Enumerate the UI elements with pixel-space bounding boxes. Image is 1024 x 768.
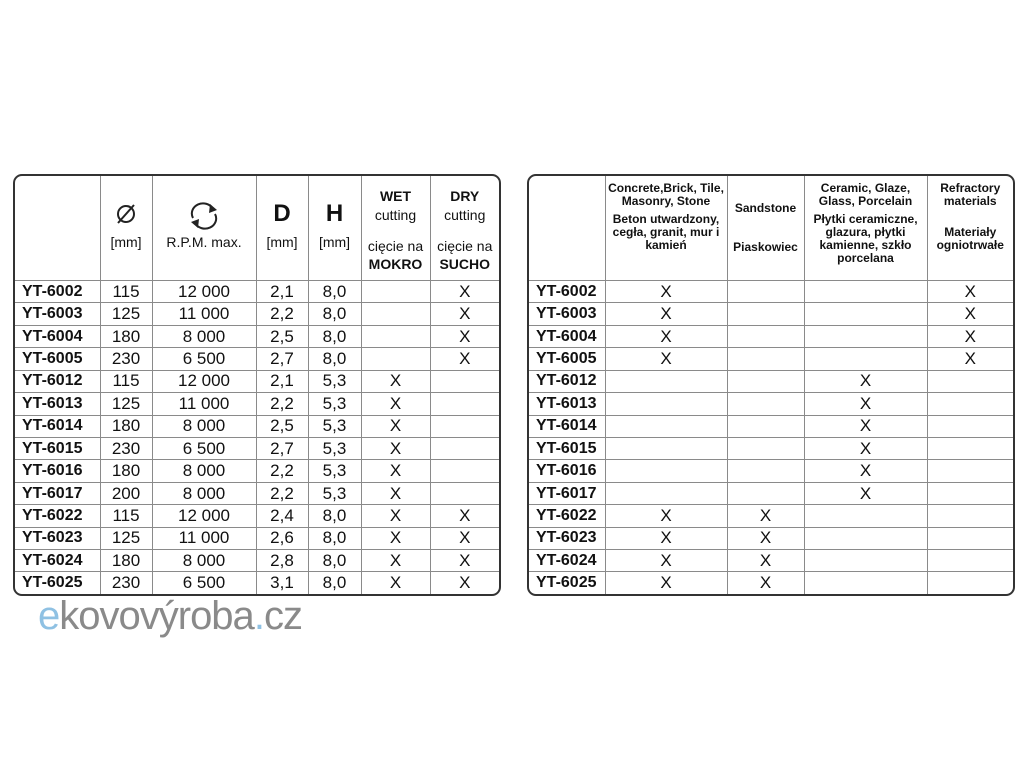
table-row (529, 482, 1013, 504)
table-row (15, 393, 499, 415)
concrete-cell: X (605, 325, 727, 347)
d-cell: 2,2 (256, 460, 308, 482)
watermark-part2: kovovýroba (59, 594, 254, 638)
wet-pl2: MOKRO (368, 256, 423, 272)
diameter-cell: 230 (100, 437, 152, 459)
diameter-cell: 200 (100, 482, 152, 504)
d-label: D (273, 200, 291, 227)
h-unit: [mm] (318, 234, 351, 250)
model-cell: YT-6015 (15, 437, 100, 459)
ceramic-cell: X (804, 370, 927, 392)
rotation-arrows-icon (153, 202, 256, 235)
model-cell: YT-6014 (15, 415, 100, 437)
wet-cell: X (361, 505, 430, 527)
table-row (529, 281, 1013, 303)
ceramic-cell: X (804, 437, 927, 459)
table-row (15, 325, 499, 347)
ceramic-cell: X (804, 482, 927, 504)
model-cell: YT-6004 (529, 325, 605, 347)
ceramic-cell (804, 572, 927, 594)
concrete-cell: X (605, 550, 727, 572)
ceramic-cell (804, 303, 927, 325)
specs-table-panel (13, 174, 501, 596)
dry-cell: X (430, 505, 499, 527)
watermark-part4: cz (263, 594, 302, 638)
model-cell: YT-6023 (529, 527, 605, 549)
rpm-cell: 8 000 (152, 550, 256, 572)
refractory-en: Refractory materials (940, 181, 1001, 208)
dry-cell: X (430, 527, 499, 549)
model-cell: YT-6022 (529, 505, 605, 527)
rpm-cell: 8 000 (152, 415, 256, 437)
rpm-cell: 6 500 (152, 437, 256, 459)
model-cell: YT-6025 (15, 572, 100, 594)
table-row (15, 437, 499, 459)
table-row (529, 348, 1013, 370)
model-header (529, 176, 605, 281)
model-cell: YT-6002 (529, 281, 605, 303)
table-row (529, 415, 1013, 437)
dry-cell (430, 482, 499, 504)
sandstone-cell (727, 415, 804, 437)
diameter-cell: 180 (100, 550, 152, 572)
h-cell: 8,0 (308, 527, 361, 549)
table-row (529, 527, 1013, 549)
rpm-cell: 8 000 (152, 460, 256, 482)
sandstone-cell: X (727, 527, 804, 549)
ceramic-cell (804, 505, 927, 527)
materials-table (529, 176, 1013, 594)
sandstone-cell (727, 437, 804, 459)
concrete-header (605, 176, 727, 281)
table-row (15, 550, 499, 572)
sandstone-cell (727, 370, 804, 392)
refractory-cell (927, 572, 1013, 594)
sandstone-cell (727, 460, 804, 482)
d-cell: 2,5 (256, 415, 308, 437)
wet-cell: X (361, 527, 430, 549)
model-cell: YT-6017 (15, 482, 100, 504)
rpm-cell: 6 500 (152, 572, 256, 594)
model-cell: YT-6024 (529, 550, 605, 572)
wet-sub: cutting (374, 207, 417, 223)
refractory-cell: X (927, 303, 1013, 325)
d-header (256, 176, 308, 281)
h-cell: 5,3 (308, 437, 361, 459)
diameter-header (100, 176, 152, 281)
d-cell: 2,2 (256, 482, 308, 504)
d-cell: 2,5 (256, 325, 308, 347)
rpm-cell: 11 000 (152, 303, 256, 325)
refractory-cell (927, 437, 1013, 459)
watermark-part3: . (253, 594, 264, 638)
model-cell: YT-6013 (15, 393, 100, 415)
refractory-cell (927, 393, 1013, 415)
watermark-part1: e (38, 594, 60, 638)
wet-cell (361, 348, 430, 370)
sandstone-pl: Piaskowiec (733, 240, 798, 254)
wet-cell: X (361, 393, 430, 415)
table-row (15, 281, 499, 303)
watermark-logo (38, 594, 302, 639)
table-row (529, 303, 1013, 325)
dry-cell: X (430, 550, 499, 572)
wet-cell: X (361, 437, 430, 459)
diameter-icon (101, 202, 152, 231)
table-row (15, 415, 499, 437)
model-cell: YT-6003 (529, 303, 605, 325)
h-cell: 5,3 (308, 460, 361, 482)
concrete-cell (605, 393, 727, 415)
ceramic-cell (804, 281, 927, 303)
table-row (529, 505, 1013, 527)
concrete-cell: X (605, 572, 727, 594)
concrete-cell: X (605, 303, 727, 325)
concrete-cell (605, 370, 727, 392)
concrete-cell: X (605, 348, 727, 370)
concrete-cell (605, 460, 727, 482)
ceramic-cell: X (804, 415, 927, 437)
table-row (15, 460, 499, 482)
materials-table-panel (527, 174, 1015, 596)
dry-sub: cutting (444, 207, 486, 223)
h-cell: 5,3 (308, 393, 361, 415)
sandstone-cell (727, 325, 804, 347)
d-cell: 3,1 (256, 572, 308, 594)
model-cell: YT-6004 (15, 325, 100, 347)
refractory-cell: X (927, 348, 1013, 370)
model-cell: YT-6002 (15, 281, 100, 303)
specs-table (15, 176, 499, 594)
table-row (529, 437, 1013, 459)
diameter-cell: 115 (100, 505, 152, 527)
dry-cell: X (430, 281, 499, 303)
ceramic-header (804, 176, 927, 281)
model-cell: YT-6005 (529, 348, 605, 370)
model-header (15, 176, 100, 281)
table-row (15, 527, 499, 549)
model-cell: YT-6013 (529, 393, 605, 415)
wet-title: WET (379, 188, 412, 204)
rpm-cell: 8 000 (152, 325, 256, 347)
table-row (15, 572, 499, 594)
table-row (529, 370, 1013, 392)
h-cell: 8,0 (308, 303, 361, 325)
dry-cell (430, 370, 499, 392)
sandstone-header (727, 176, 804, 281)
sandstone-cell (727, 348, 804, 370)
model-cell: YT-6017 (529, 482, 605, 504)
wet-cell: X (361, 370, 430, 392)
d-cell: 2,7 (256, 348, 308, 370)
wet-cell: X (361, 572, 430, 594)
refractory-cell (927, 505, 1013, 527)
rpm-cell: 11 000 (152, 527, 256, 549)
dry-cell (430, 415, 499, 437)
sandstone-en: Sandstone (734, 201, 797, 215)
table-row (15, 303, 499, 325)
dry-cell (430, 437, 499, 459)
d-cell: 2,1 (256, 281, 308, 303)
rpm-cell: 12 000 (152, 370, 256, 392)
refractory-cell (927, 527, 1013, 549)
model-cell: YT-6005 (15, 348, 100, 370)
table-row (15, 482, 499, 504)
concrete-cell (605, 437, 727, 459)
d-cell: 2,1 (256, 370, 308, 392)
wet-pl: cięcie na (367, 238, 424, 254)
refractory-cell: X (927, 281, 1013, 303)
diameter-cell: 125 (100, 303, 152, 325)
h-cell: 5,3 (308, 482, 361, 504)
model-cell: YT-6003 (15, 303, 100, 325)
wet-header (361, 176, 430, 281)
ceramic-pl: Płytki ceramiczne, glazura, płytki kamienne, szkło porcelana (813, 212, 918, 265)
model-cell: YT-6012 (15, 370, 100, 392)
refractory-cell (927, 460, 1013, 482)
dry-pl: cięcie na (437, 238, 493, 254)
concrete-cell: X (605, 505, 727, 527)
ceramic-cell: X (804, 460, 927, 482)
sandstone-cell (727, 482, 804, 504)
d-cell: 2,8 (256, 550, 308, 572)
diameter-cell: 180 (100, 460, 152, 482)
rpm-label: R.P.M. max. (166, 234, 242, 250)
rpm-cell: 12 000 (152, 281, 256, 303)
diameter-cell: 125 (100, 393, 152, 415)
wet-cell: X (361, 460, 430, 482)
h-header (308, 176, 361, 281)
dry-pl2: SUCHO (439, 256, 491, 272)
d-cell: 2,2 (256, 393, 308, 415)
rpm-cell: 11 000 (152, 393, 256, 415)
d-cell: 2,7 (256, 437, 308, 459)
d-unit: [mm] (266, 234, 298, 250)
diameter-cell: 125 (100, 527, 152, 549)
refractory-cell: X (927, 325, 1013, 347)
rpm-cell: 6 500 (152, 348, 256, 370)
dry-cell: X (430, 348, 499, 370)
refractory-cell (927, 415, 1013, 437)
wet-cell (361, 281, 430, 303)
table-row (529, 460, 1013, 482)
concrete-cell (605, 415, 727, 437)
dry-title: DRY (450, 188, 480, 204)
diameter-cell: 115 (100, 281, 152, 303)
wet-cell (361, 325, 430, 347)
table-row (15, 370, 499, 392)
diameter-cell: 180 (100, 325, 152, 347)
ceramic-en: Ceramic, Glaze, Glass, Porcelain (818, 181, 913, 208)
table-row (15, 348, 499, 370)
dry-cell: X (430, 572, 499, 594)
dry-header (430, 176, 499, 281)
ceramic-cell (804, 527, 927, 549)
model-cell: YT-6023 (15, 527, 100, 549)
sandstone-cell: X (727, 572, 804, 594)
ceramic-cell (804, 325, 927, 347)
table-row (15, 505, 499, 527)
h-cell: 5,3 (308, 370, 361, 392)
ceramic-cell (804, 348, 927, 370)
refractory-header (927, 176, 1013, 281)
model-cell: YT-6024 (15, 550, 100, 572)
d-cell: 2,6 (256, 527, 308, 549)
diameter-unit: [mm] (110, 234, 142, 250)
model-cell: YT-6015 (529, 437, 605, 459)
refractory-pl: Materiały ogniotrwałe (936, 225, 1004, 252)
table-row (529, 550, 1013, 572)
d-cell: 2,4 (256, 505, 308, 527)
dry-cell (430, 460, 499, 482)
table-row (529, 325, 1013, 347)
table-row (529, 393, 1013, 415)
concrete-cell (605, 482, 727, 504)
wet-cell: X (361, 415, 430, 437)
wet-cell: X (361, 550, 430, 572)
ceramic-cell: X (804, 393, 927, 415)
diameter-cell: 180 (100, 415, 152, 437)
refractory-cell (927, 550, 1013, 572)
concrete-cell: X (605, 281, 727, 303)
d-cell: 2,2 (256, 303, 308, 325)
rpm-cell: 8 000 (152, 482, 256, 504)
h-cell: 5,3 (308, 415, 361, 437)
dry-cell: X (430, 325, 499, 347)
refractory-cell (927, 482, 1013, 504)
dry-cell: X (430, 303, 499, 325)
table-row (529, 572, 1013, 594)
ceramic-cell (804, 550, 927, 572)
diameter-cell: 115 (100, 370, 152, 392)
concrete-pl: Beton utwardzony, cegła, granit, mur i kamień (612, 212, 720, 252)
sandstone-cell: X (727, 550, 804, 572)
rpm-cell: 12 000 (152, 505, 256, 527)
h-cell: 8,0 (308, 348, 361, 370)
wet-cell: X (361, 482, 430, 504)
sandstone-cell (727, 393, 804, 415)
model-cell: YT-6012 (529, 370, 605, 392)
rpm-header (152, 176, 256, 281)
sandstone-cell: X (727, 505, 804, 527)
h-cell: 8,0 (308, 572, 361, 594)
model-cell: YT-6022 (15, 505, 100, 527)
model-cell: YT-6016 (529, 460, 605, 482)
model-cell: YT-6016 (15, 460, 100, 482)
sandstone-cell (727, 303, 804, 325)
h-label: H (325, 200, 344, 227)
h-cell: 8,0 (308, 505, 361, 527)
diameter-cell: 230 (100, 348, 152, 370)
h-cell: 8,0 (308, 281, 361, 303)
concrete-cell: X (605, 527, 727, 549)
model-cell: YT-6025 (529, 572, 605, 594)
dry-cell (430, 393, 499, 415)
h-cell: 8,0 (308, 550, 361, 572)
model-cell: YT-6014 (529, 415, 605, 437)
diameter-cell: 230 (100, 572, 152, 594)
h-cell: 8,0 (308, 325, 361, 347)
sandstone-cell (727, 281, 804, 303)
wet-cell (361, 303, 430, 325)
concrete-en: Concrete,Brick, Tile, Masonry, Stone (608, 181, 724, 208)
refractory-cell (927, 370, 1013, 392)
